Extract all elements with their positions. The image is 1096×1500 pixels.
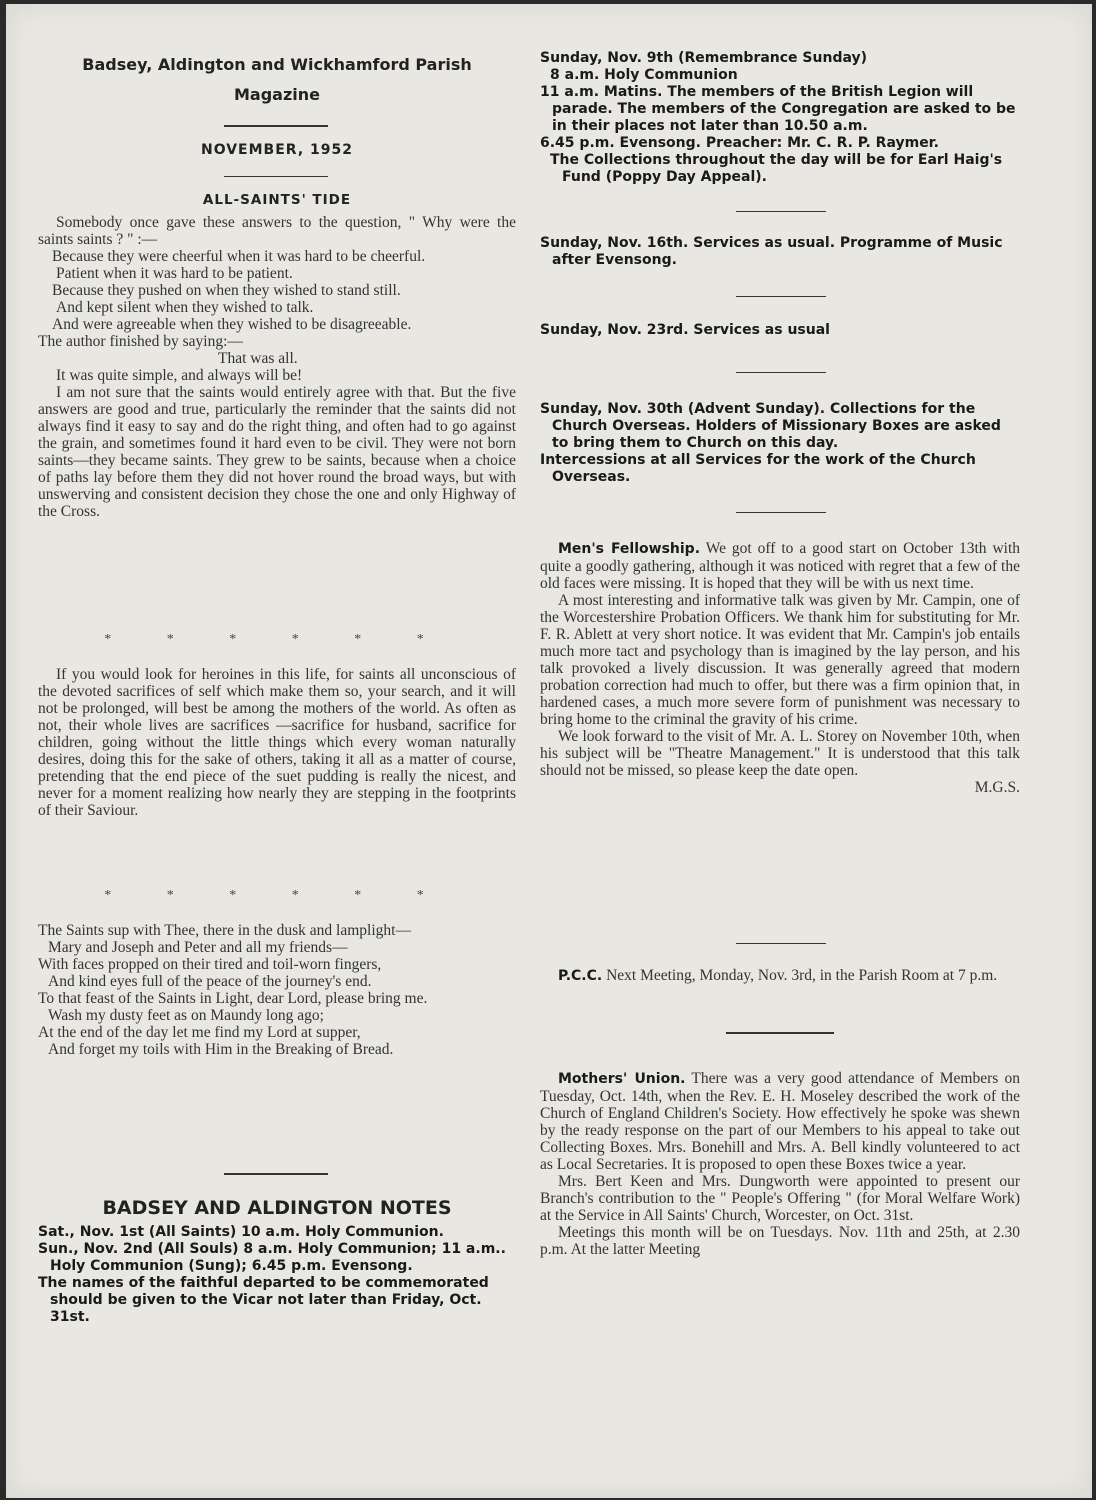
pcc-heading: P.C.C. [558,968,603,984]
service-line: 11 a.m. Matins. The members of the British Legion will parade. The members of the Congregation are asked to be in their places not later than 10.50 a.m. [540,84,1016,134]
poem-line: To that feast of the Saints in Light, dear Lord, please bring me. [38,990,428,1007]
issue-date: NOVEMBER, 1952 [200,142,353,158]
nov23-services [540,322,1020,339]
divider [736,296,826,297]
service-line: Intercessions at all Services for the work of the Church Overseas. [540,452,976,485]
poem-line: Mary and Joseph and Peter and all my friends— [48,939,348,956]
mothers-union [540,1070,1020,1258]
mens-fellowship [540,540,1020,796]
paragraph: Somebody once gave these answers to the question, " Why were the saints saints ? " :— [38,214,516,248]
date-divider [224,176,328,177]
paragraph: A most interesting and informative talk was given by Mr. Campin, one of the Worcestershire Probation Officers. We thank him for substituting for Mr. F. R. Ablett at very short notice. It was evident that Mr. Campin's job entails much more tact and psychology than is imagined by the lay person, and his talk provoked a lively discussion. It was generally agreed that modern probation correction had much to offer, but there was a firm opinion that, in hardened cases, a much more severe form of punishment was necessary to bring home to the criminal the gravity of his crime. [540,592,1020,728]
paragraph: That was all. [218,350,298,367]
service-line: 8 a.m. Holy Communion [550,67,738,83]
paragraph: Patient when it was hard to be patient. [56,265,293,282]
poem-line: The Saints sup with Thee, there in the dusk and lamplight— [38,922,411,939]
mens-fellowship-heading: Men's Fellowship. [558,541,701,557]
mothers-union-heading: Mothers' Union. [558,1071,686,1087]
poem-line: Wash my dusty feet as on Maundy long ago; [48,1007,324,1024]
divider [736,211,826,212]
paragraph: Because they were cheerful when it was hard to be cheerful. [52,248,426,265]
poem-line: And kind eyes full of the peace of the journey's end. [48,973,372,990]
nov30-services [540,401,1020,486]
badsey-notes-list [38,1224,516,1326]
paragraph: If you would look for heroines in this life, for saints all unconscious of the devoted sacrifices of self which make them so, your search, and it will not be prolonged, will best be among the mothers of the world. As often as not, their whole lives are sacrifices —sacrifice for husband, sacrifice for children, going without the little things which every woman naturally desires, doing this for the sake of others, taking it all as a matter of course, pretending that the end piece of the suet pudding is really the nicest, and never for a moment realizing how nearly they are stepping in the footprints of their Saviour. [38,666,516,819]
service-line: The Collections throughout the day will be for Earl Haig's Fund (Poppy Day Appeal). [550,152,1003,185]
pcc-notice [540,967,1020,985]
signature: M.G.S. [974,779,1020,796]
notes-divider [224,1173,328,1175]
badsey-notes-heading: BADSEY AND ALDINGTON NOTES [102,1197,452,1219]
magazine-page [6,4,1092,1498]
notes-item: The names of the faithful departed to be commemorated should be given to the Vicar not later than Friday, Oct. 31st. [38,1275,489,1325]
all-saints-heading: ALL-SAINTS' TIDE [202,192,352,208]
paragraph: There was a very good attendance of Members on Tuesday, Oct. 14th, when the Rev. E. H. Moseley described the work of the Church of England Children's Society. How effectively he spoke was shewn by the ready response on the part of our Members to his appeal to take out Collecting Boxes. Mrs. Bonehill and Mrs. A. Bell kindly volunteered to act as Local Secretaries. It is proposed to open these Boxes twice a year. [540,1070,1020,1173]
notes-item: Sat., Nov. 1st (All Saints) 10 a.m. Holy Communion. [38,1224,444,1240]
paragraph: Because they pushed on when they wished to stand still. [52,282,401,299]
nov16-services [540,235,1020,269]
divider [736,943,826,944]
service-line: Sunday, Nov. 9th (Remembrance Sunday) [540,50,868,66]
poem-line: With faces propped on their tired and toil-worn fingers, [38,956,382,973]
paragraph: Next Meeting, Monday, Nov. 3rd, in the Parish Room at 7 p.m. [606,967,998,984]
poem-line: And forget my toils with Him in the Breaking of Bread. [48,1041,394,1058]
title-divider [224,125,328,127]
service-line: Sunday, Nov. 23rd. Services as usual [540,322,830,338]
paragraph: I am not sure that the saints would entirely agree with that. But the five answers are good and true, particularly the reminder that the saints did not always find it easy to say and do the right thing, and often had to go against the grain, and sometimes found it hard even to be civil. They were not born saints—they became saints. They grew to be saints, because when a choice of paths lay before them they did not hover round the broad ways, but with unswerving and consistent decision they chose the one and only Highway of the Cross. [38,384,516,520]
nov9-services [540,50,1020,186]
divider [736,372,826,373]
paragraph: The author finished by saying:— [38,333,243,350]
poem-line: At the end of the day let me find my Lord at supper, [38,1024,361,1041]
saints-poem [38,922,516,1058]
service-line: Sunday, Nov. 30th (Advent Sunday). Collections for the Church Overseas. Holders of Missionary Boxes are asked to bring them to Church on this day. [540,401,1001,451]
all-saints-text [38,214,516,520]
service-line: 6.45 p.m. Evensong. Preacher: Mr. C. R. P. Raymer. [540,135,939,151]
divider [736,512,826,513]
section-stars: * * * * * * [104,888,450,903]
paragraph: Meetings this month will be on Tuesdays. Nov. 11th and 25th, at 2.30 p.m. At the latter Meeting [540,1224,1020,1258]
heroines-text [38,666,516,819]
service-line: Sunday, Nov. 16th. Services as usual. Programme of Music after Evensong. [540,235,1003,268]
paragraph: And were agreeable when they wished to be disagreeable. [52,316,412,333]
paragraph: It was quite simple, and always will be! [56,367,303,384]
magazine-title: Badsey, Aldington and Wickhamford Parish Magazine [82,55,472,104]
section-stars: * * * * * * [104,632,450,647]
notes-item: Sun., Nov. 2nd (All Souls) 8 a.m. Holy Communion; 11 a.m.. Holy Communion (Sung); 6.45 p.m. Evensong. [38,1241,506,1274]
paragraph: And kept silent when they wished to talk. [56,299,314,316]
divider [726,1032,834,1034]
paragraph: Mrs. Bert Keen and Mrs. Dungworth were appointed to present our Branch's contribution to the " People's Offering " (for Moral Welfare Work) at the Service in All Saints' Church, Worcester, on Oct. 31st. [540,1173,1020,1224]
paragraph: We got off to a good start on October 13th with quite a goodly gathering, although it was noticed with regret that a few of the old faces were missing. It is hoped that they will be with us next time. [540,540,1020,592]
paragraph: We look forward to the visit of Mr. A. L. Storey on November 10th, when his subject will be "Theatre Management." It is understood that this talk should not be missed, so please keep the date open. [540,728,1020,779]
